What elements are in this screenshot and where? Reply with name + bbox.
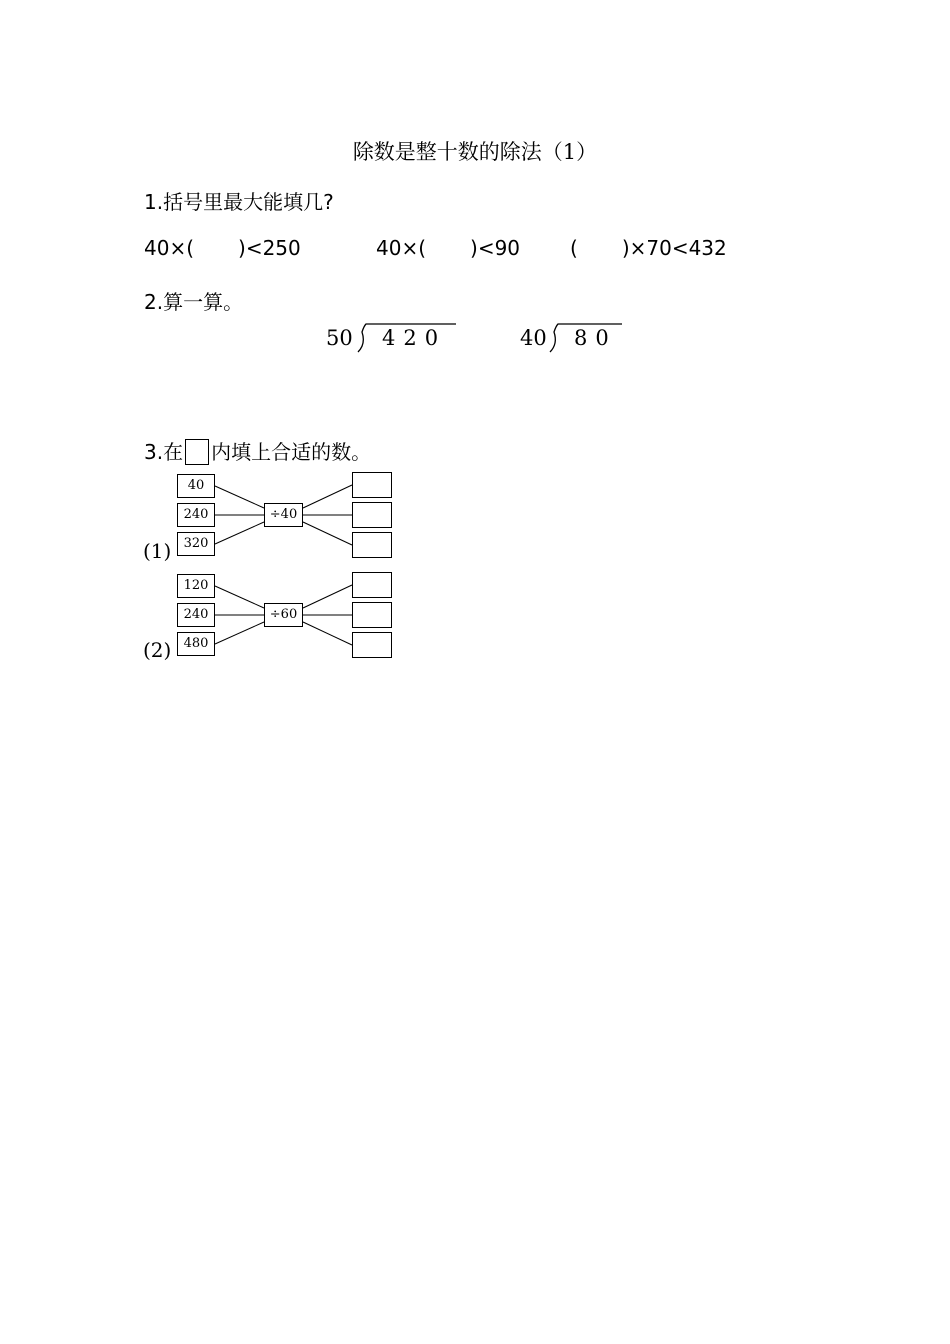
long-division-2	[520, 322, 630, 358]
input-number-box: 320	[177, 532, 215, 556]
input-number-box: 40	[177, 474, 215, 498]
page-title: 除数是整十数的除法（1）	[352, 140, 598, 164]
equation-3-left: (	[570, 236, 578, 260]
operation-box: ÷60	[264, 603, 303, 627]
answer-box[interactable]	[352, 532, 392, 558]
group-2-diagram	[176, 572, 396, 662]
equation-2-right: )<90	[470, 236, 521, 260]
square-box-icon	[185, 439, 209, 465]
question-2-prompt: 2.算一算。	[144, 290, 244, 314]
divisor: 50	[326, 326, 353, 350]
divisor: 40	[520, 326, 547, 350]
dividend: 80	[574, 326, 617, 350]
equation-1	[144, 236, 301, 260]
group-1-label: (1)	[143, 539, 172, 563]
input-number-box: 240	[177, 603, 215, 627]
answer-box[interactable]	[352, 602, 392, 628]
answer-box[interactable]	[352, 632, 392, 658]
dividend: 420	[382, 326, 447, 350]
prompt-before: 3.在	[144, 440, 184, 464]
operation-box: ÷40	[264, 503, 303, 527]
long-division-1	[326, 322, 466, 358]
equation-1-left: 40×(	[144, 236, 195, 260]
answer-box[interactable]	[352, 502, 392, 528]
input-number-box: 480	[177, 632, 215, 656]
group-2-label: (2)	[143, 638, 172, 662]
input-number-box: 240	[177, 503, 215, 527]
answer-box[interactable]	[352, 572, 392, 598]
equation-2	[376, 236, 520, 260]
equation-3	[570, 236, 727, 260]
question-1-prompt: 1.括号里最大能填几?	[144, 190, 334, 214]
prompt-after: 内填上合适的数。	[211, 440, 372, 464]
input-number-box: 120	[177, 574, 215, 598]
group-1-diagram	[176, 472, 396, 562]
equation-1-right: )<250	[238, 236, 301, 260]
answer-box[interactable]	[352, 472, 392, 498]
equation-2-left: 40×(	[376, 236, 427, 260]
question-3-prompt	[144, 436, 371, 465]
equation-3-right: )×70<432	[621, 236, 727, 260]
